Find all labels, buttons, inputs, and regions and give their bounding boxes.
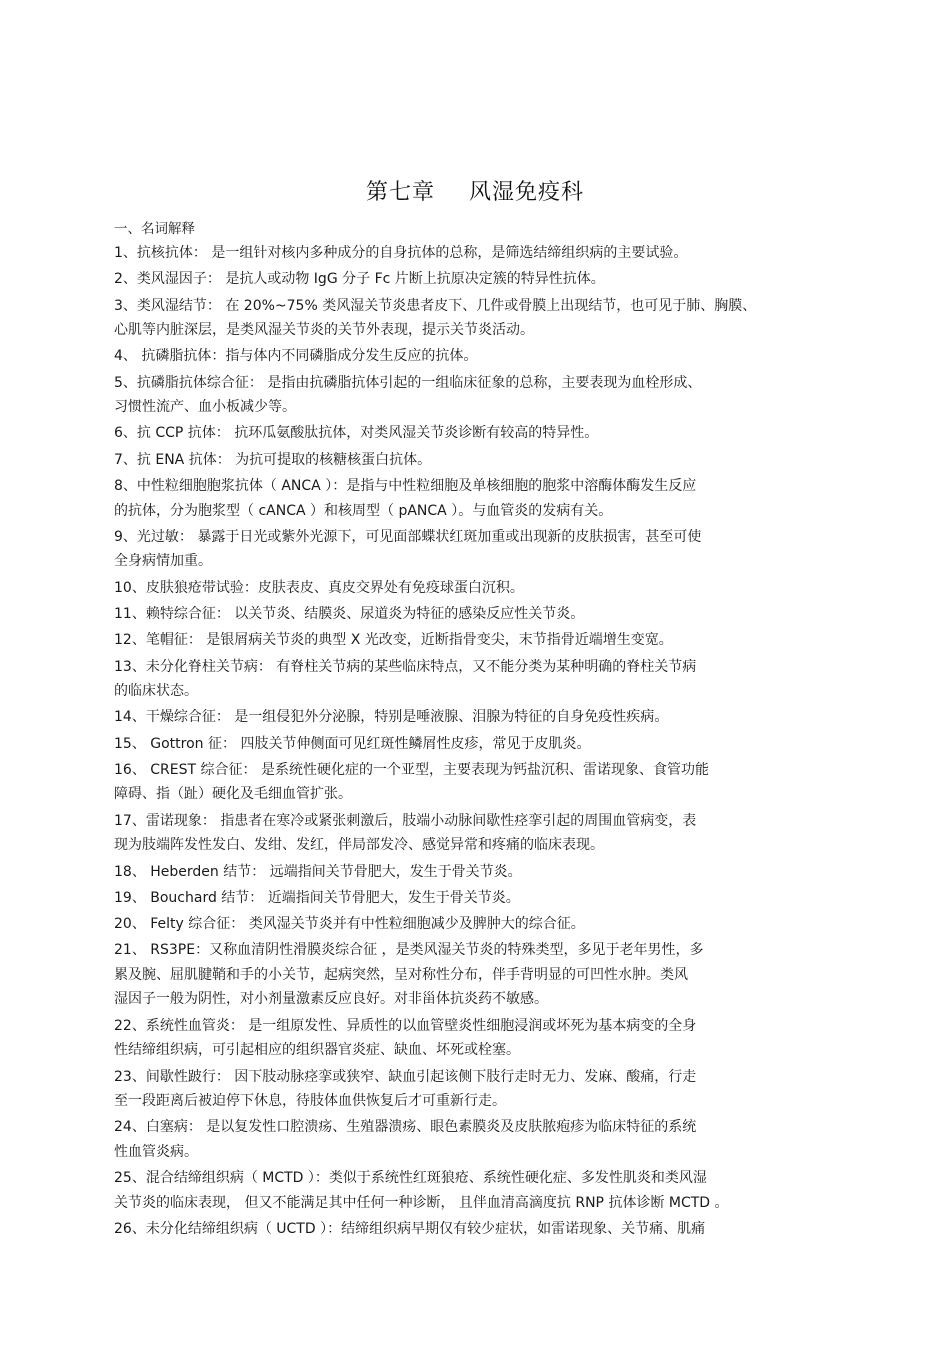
- glossary-entry: [114, 525, 844, 574]
- glossary-entry: [114, 1115, 844, 1164]
- glossary-entry: [114, 602, 844, 627]
- entry-line: 26、未分化结缔组织病（ UCTD ）：结缔组织病早期仅有较少症状，如雷诺现象、关节痛、肌痛: [114, 1220, 706, 1237]
- entry-line: 18、 Heberden 结节： 远端指间关节骨肥大，发生于骨关节炎。: [114, 863, 522, 880]
- entry-line: 24、白塞病： 是以复发性口腔溃疡、生殖器溃疡、眼色素膜炎及皮肤脓疱疹为临床特征的系统: [114, 1119, 697, 1136]
- glossary-entry: [114, 1217, 844, 1242]
- entry-line: 现为肢端阵发性发白、发绀、发红，伴局部发冷、感觉异常和疼痛的临床表现。: [114, 837, 604, 854]
- entry-line: 10、皮肤狼疮带试验：皮肤表皮、真皮交界处有免疫球蛋白沉积。: [114, 579, 524, 596]
- glossary-entry: [114, 938, 844, 1012]
- entry-line: 习惯性流产、血小板减少等。: [114, 399, 296, 416]
- glossary-entry: [114, 655, 844, 704]
- entry-line: 6、抗 CCP 抗体： 抗环瓜氨酸肽抗体，对类风湿关节炎诊断有较高的特异性。: [114, 425, 599, 442]
- entry-line: 21、 RS3PE：又称血清阴性滑膜炎综合征 ，是类风湿关节炎的特殊类型，多见于老年男性，多: [114, 942, 704, 959]
- entry-line: 15、 Gottron 征： 四肢关节伸侧面可见红斑性鳞屑性皮疹，常见于皮肌炎。: [114, 735, 591, 752]
- entry-line: 性结缔组织病，可引起相应的组织器官炎症、缺血、坏死或栓塞。: [114, 1042, 520, 1059]
- entry-line: 障碍、指（趾）硬化及毛细血管扩张。: [114, 786, 352, 803]
- glossary-entry: [114, 628, 844, 653]
- entry-line: 4、 抗磷脂抗体：指与体内不同磷脂成分发生反应的抗体。: [114, 348, 478, 365]
- entry-line: 11、赖特综合征： 以关节炎、结膜炎、尿道炎为特征的感染反应性关节炎。: [114, 605, 585, 622]
- chapter-title: [0, 175, 950, 206]
- glossary-entry: [114, 344, 844, 369]
- glossary-entry: [114, 860, 844, 885]
- glossary-entry: [114, 705, 844, 730]
- entry-line: 2、类风湿因子： 是抗人或动物 IgG 分子 Fc 片断上抗原决定簇的特异性抗体。: [114, 271, 605, 288]
- glossary-entry: [114, 448, 844, 473]
- entry-line: 湿因子一般为阴性，对小剂量激素反应良好。对非甾体抗炎药不敏感。: [114, 991, 548, 1008]
- entry-line: 8、中性粒细胞胞浆抗体（ ANCA ）：是指与中性粒细胞及单核细胞的胞浆中溶酶体酶发生反应: [114, 478, 697, 495]
- entry-line: 5、抗磷脂抗体综合征： 是指由抗磷脂抗体引起的一组临床征象的总称，主要表现为血栓形成、: [114, 374, 702, 391]
- chapter-subject: 风湿免疫科: [469, 180, 585, 205]
- glossary-list: [114, 241, 844, 1243]
- glossary-entry: [114, 267, 844, 292]
- entry-line: 19、 Bouchard 结节： 近端指间关节骨肥大，发生于骨关节炎。: [114, 889, 520, 906]
- entry-line: 心肌等内脏深层，是类风湿关节炎的关节外表现，提示关节炎活动。: [114, 322, 534, 339]
- entry-line: 22、系统性血管炎： 是一组原发性、异质性的以血管壁炎性细胞浸润或坏死为基本病变的全身: [114, 1017, 697, 1034]
- entry-line: 17、雷诺现象： 指患者在寒冷或紧张刺激后，肢端小动脉间歇性痉挛引起的周围血管病变，表: [114, 812, 697, 829]
- glossary-entry: [114, 732, 844, 757]
- entry-line: 20、 Felty 综合征： 类风湿关节炎并有中性粒细胞减少及脾肿大的综合征。: [114, 916, 585, 933]
- glossary-entry: [114, 758, 844, 807]
- entry-line: 23、间歇性跛行： 因下肢动脉痉挛或狭窄、缺血引起该侧下肢行走时无力、发麻、酸痛，行走: [114, 1068, 697, 1085]
- glossary-entry: [114, 474, 844, 523]
- entry-line: 关节炎的临床表现， 但又不能满足其中任何一种诊断， 且伴血清高滴度抗 RNP 抗体诊断 MCTD 。: [114, 1194, 729, 1211]
- glossary-entry: [114, 241, 844, 266]
- entry-line: 13、未分化脊柱关节病： 有脊柱关节病的某些临床特点，又不能分类为某种明确的脊柱关节病: [114, 658, 697, 675]
- glossary-entry: [114, 886, 844, 911]
- entry-line: 的抗体，分为胞浆型（ cANCA ）和核周型（ pANCA ）。与血管炎的发病有关。: [114, 502, 613, 519]
- entry-line: 性血管炎病。: [114, 1143, 198, 1160]
- entry-line: 全身病情加重。: [114, 553, 212, 570]
- glossary-entry: [114, 1065, 844, 1114]
- glossary-entry: [114, 294, 844, 343]
- entry-line: 12、笔帽征： 是银屑病关节炎的典型 X 光改变，近断指骨变尖，末节指骨近端增生变宽。: [114, 632, 673, 649]
- entry-line: 1、抗核抗体： 是一组针对核内多种成分的自身抗体的总称，是筛选结缔组织病的主要试验。: [114, 245, 688, 261]
- entry-line: 的临床状态。: [114, 683, 198, 700]
- glossary-entry: [114, 576, 844, 601]
- entry-line: 7、抗 ENA 抗体： 为抗可提取的核糖核蛋白抗体。: [114, 451, 432, 468]
- glossary-entry: [114, 1166, 844, 1215]
- chapter-number: 第七章: [365, 180, 435, 205]
- entry-line: 16、 CREST 综合征： 是系统性硬化症的一个亚型，主要表现为钙盐沉积、雷诺现象、食管功能: [114, 761, 709, 778]
- entry-line: 至一段距离后被迫停下休息，待肢体血供恢复后才可重新行走。: [114, 1093, 506, 1110]
- glossary-entry: [114, 421, 844, 446]
- glossary-entry: [114, 912, 844, 937]
- entry-line: 9、光过敏： 暴露于日光或紫外光源下，可见面部蝶状红斑加重或出现新的皮肤损害，甚至可使: [114, 528, 702, 545]
- entry-line: 3、类风湿结节： 在 20%~75% 类风湿关节炎患者皮下、几件或骨膜上出现结节，也可见于肺、胸膜、: [114, 297, 757, 314]
- section-heading: 一、名词解释: [114, 221, 195, 237]
- entry-line: 累及腕、屈肌腱鞘和手的小关节，起病突然，呈对称性分布，伴手背明显的可凹性水肿。类风: [114, 966, 688, 983]
- glossary-entry: [114, 1014, 844, 1063]
- entry-line: 25、混合结缔组织病（ MCTD ）：类似于系统性红斑狼疮、系统性硬化症、多发性肌炎和类风湿: [114, 1170, 707, 1187]
- glossary-entry: [114, 809, 844, 858]
- entry-line: 14、干燥综合征： 是一组侵犯外分泌腺，特别是唾液腺、泪腺为特征的自身免疫性疾病。: [114, 709, 669, 726]
- glossary-entry: [114, 371, 844, 420]
